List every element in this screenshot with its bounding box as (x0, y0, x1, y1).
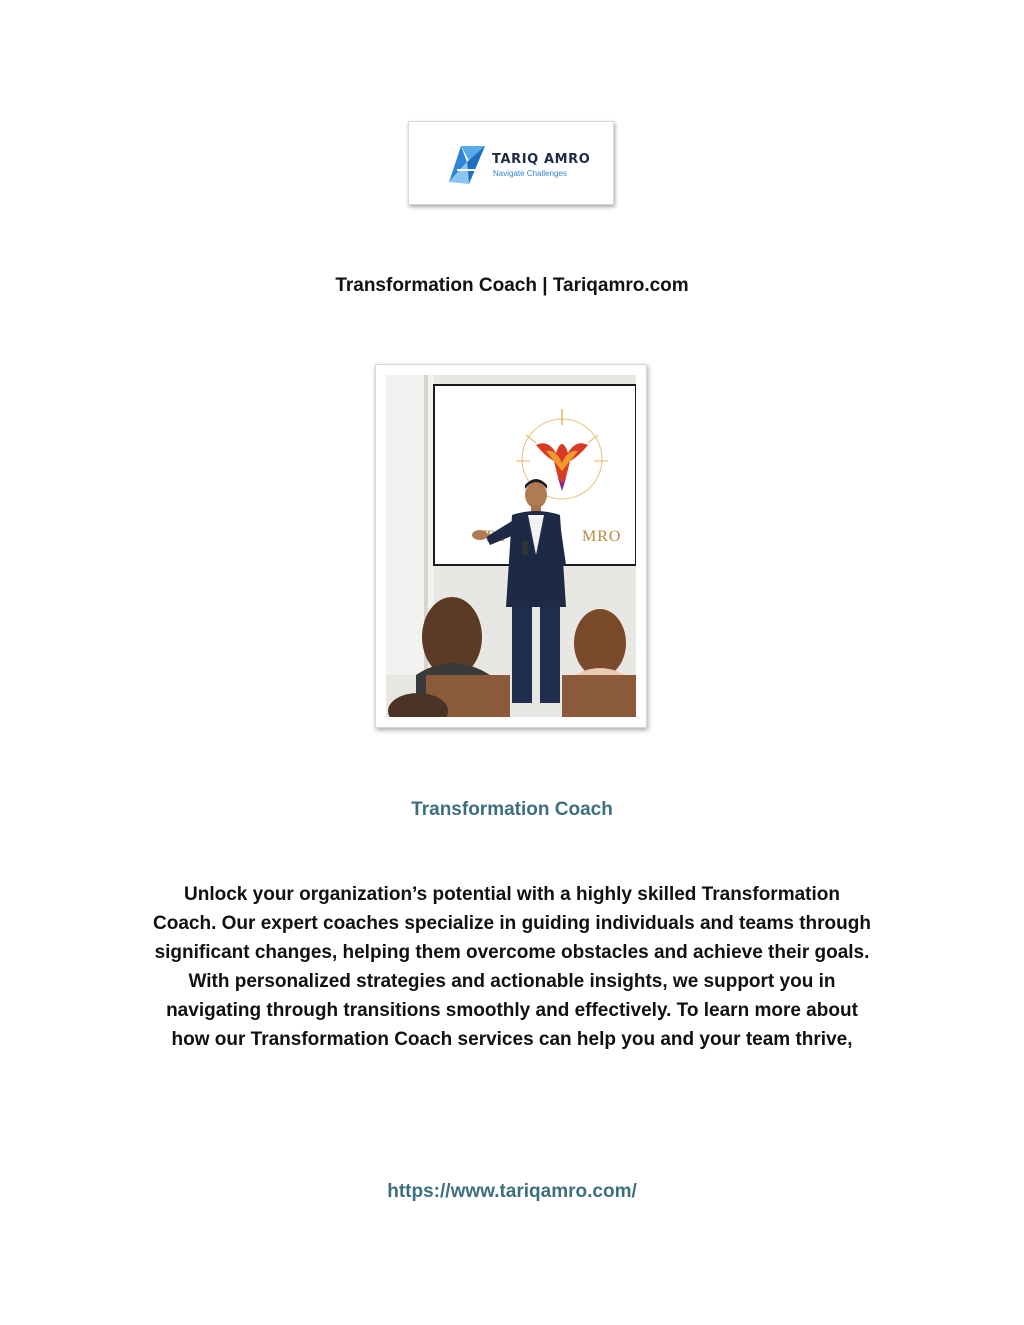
section-title: Transformation Coach (411, 799, 613, 820)
photo-card (375, 364, 647, 728)
tariq-amro-triangle-logo-icon (445, 142, 489, 188)
speaker-photo (386, 375, 636, 717)
svg-text:MRO: MRO (582, 528, 622, 545)
page-title: Transformation Coach | Tariqamro.com (335, 275, 689, 296)
logo-tagline: Navigate Challenges (493, 169, 567, 178)
logo-name: TARIQ AMRO (492, 152, 591, 167)
website-link-text[interactable]: https://www.tariqamro.com/ (387, 1181, 637, 1202)
logo-card (408, 121, 614, 205)
website-link[interactable] (0, 1181, 1024, 1203)
body-paragraph: Unlock your organization’s potential with a highly skilled Transformation Coach. Our expert coaches specialize in guiding individuals and teams through significant changes, helping them overcome obstacles and achieve their goals. With personalized strategies and actionable insights, we support you in navigating through transitions smoothly and effectively. To learn more about how our Transformation Coach services can help you and your team thrive, (153, 884, 871, 1051)
